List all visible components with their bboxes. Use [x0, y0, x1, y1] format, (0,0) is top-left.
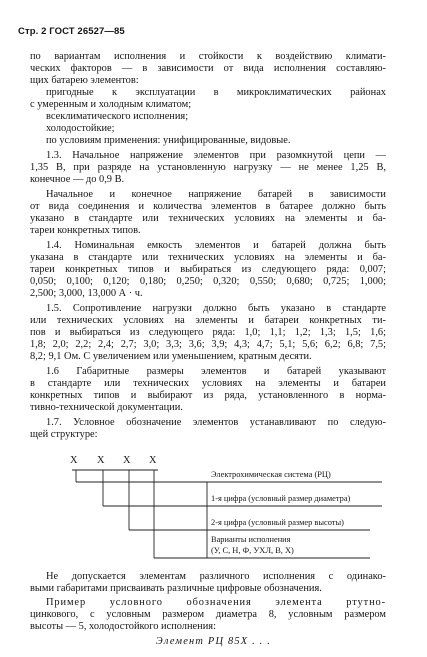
text-line: конечное — до 0,9 В.: [30, 174, 125, 185]
designation-letter: X: [123, 455, 131, 466]
text-line: ческих факторов — в зависимости от вида исполнения составляю-: [30, 63, 386, 74]
section-1-3-line: 1.3. Начальное напряжение элементов при разомкнутой цепи —: [46, 150, 386, 161]
section-1-7-line: 1.7. Условное обозначение элементов устанавливают по следую-: [46, 417, 386, 428]
text-line: с умеренным и холодным климатом;: [30, 99, 192, 110]
text-line: тареи конкретных типов и выбираться из следующего ряда: 0,007;: [30, 264, 386, 275]
page-header: Стр. 2 ГОСТ 26527—85: [18, 26, 125, 37]
text-line: по вариантам исполнения и стойкости к воздействию климати-: [30, 51, 386, 62]
example-designation: Элемент РЦ 85Х . . .: [155, 636, 272, 647]
text-line: конкретных типов и выбирают из ряда, установленного в норма-: [30, 390, 386, 401]
section-1-6-line: 1.6 Габаритные размеры элементов и батарей указывают: [46, 366, 386, 377]
text-line: Не допускается элементам различного исполнения с одинако-: [46, 571, 386, 582]
text-line: 1,8; 2,0; 2,2; 2,4; 2,7; 3,0; 3,3; 3,6; 3,9; 4,3; 4,7; 5,1; 5,6; 6,2; 6,8; 7,5;: [30, 339, 386, 350]
text-line: пов и выбираться из следующего ряда: 1,0; 1,1; 1,2; 1,3; 1,5; 1,6;: [30, 327, 386, 338]
designation-letter: X: [70, 455, 78, 466]
text-line: 1,35 В, при разряде на установленную нагрузку — не менее 1,25 В,: [30, 162, 386, 173]
text-line: пригодные к эксплуатации в микроклиматических районах: [46, 87, 386, 98]
text-line: выми габаритами присваивать различные цифровые обозначения.: [30, 583, 322, 594]
text-line: холодостойкие;: [46, 123, 115, 134]
section-1-5-line: 1.5. Сопротивление нагрузки должно быть указано в стандарте: [46, 303, 386, 314]
designation-letter: X: [149, 455, 157, 466]
text-line: 2,500; 3,000, 13,000 А · ч.: [30, 288, 143, 299]
text-line: 8,2; 9,1 Ом. С увеличением или уменьшением, кратным десяти.: [30, 351, 312, 362]
example-heading-line: Пример условного обозначения элемента ртутно-: [46, 597, 386, 608]
text-line: или технических условиях на элементы и батареи конкретных ти-: [30, 315, 386, 326]
text-line: Начальное и конечное напряжение батарей в зависимости: [46, 189, 386, 200]
text-line: от вида соединения и количества элементов в батарее должно быть: [30, 201, 386, 212]
text-line: тареи конкретных типов.: [30, 225, 141, 236]
section-1-4-line: 1.4. Номинальная емкость элементов и батарей должна быть: [46, 240, 386, 251]
text-line: 0,050; 0,100; 0,120; 0,180; 0,250; 0,320; 0,550; 0,680; 0,725; 1,000;: [30, 276, 386, 287]
text-line: щей структуре:: [30, 429, 98, 440]
text-line: тивно-технической документации.: [30, 402, 183, 413]
label-variants: Варианты исполнения: [211, 535, 291, 544]
label-electrochemical-system: Электрохимическая система (РЦ): [211, 470, 331, 479]
text-line: щих батарею элементов:: [30, 75, 139, 86]
text-line: в стандарте или технических условиях на элементы и батареи: [30, 378, 386, 389]
text-line: высоты — 5, холодостойкого исполнения:: [30, 621, 216, 632]
text-line: цинкового, с условным размером диаметра 8, условным размером: [30, 609, 386, 620]
text-line: указано в стандарте или технических условиях на элементы и ба-: [30, 213, 386, 224]
designation-letter: X: [97, 455, 105, 466]
text-line: по условиям применения: унифицированные, видовые.: [46, 135, 291, 146]
text-line: всеклиматического исполнения;: [46, 111, 189, 122]
text-line: указана в стандарте или технических условиях на элементы и ба-: [30, 252, 386, 263]
label-variants-list: (У, С, Н, Ф, УХЛ, В, Х): [211, 546, 294, 555]
label-second-digit: 2-я цифра (условный размер высоты): [211, 518, 344, 527]
label-first-digit: 1-я цифра (условный размер диаметра): [211, 494, 351, 503]
